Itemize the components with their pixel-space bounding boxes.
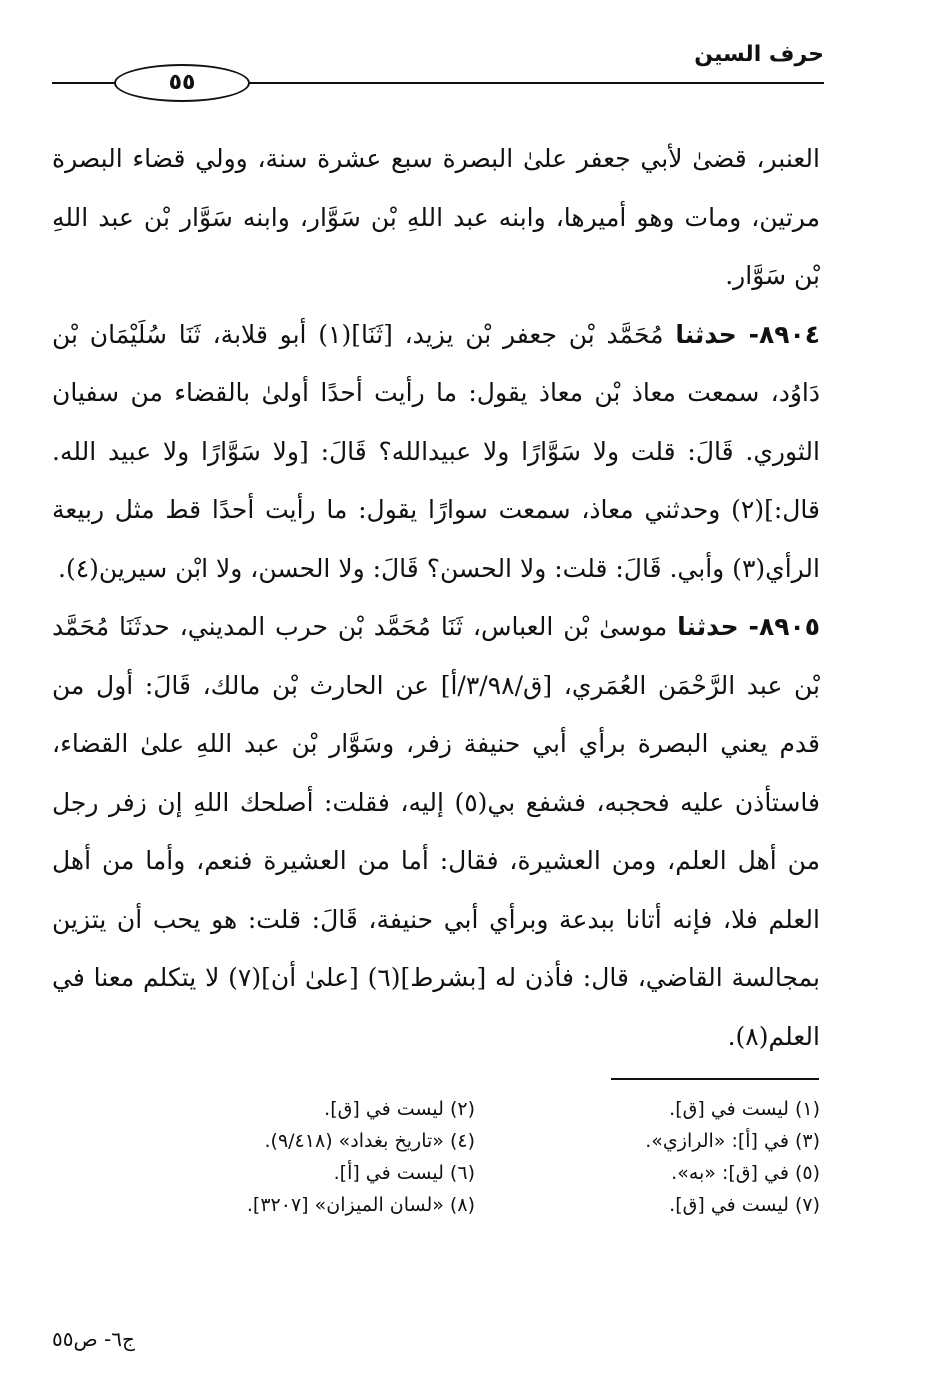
footnote-6: (٦) ليست في [أ].	[333, 1162, 475, 1184]
entry-8905	[52, 598, 820, 1066]
entry-text: موسىٰ بْن العباس، ثَنَا مُحَمَّد بْن حرب المديني، حدثَنَا مُحَمَّد بْن عبد الرَّحْمَن العُمَري، [ق/٣/٩٨/أ] عن الحارث بْن مالك، قَالَ: أول من قدم يعني البصرة برأي أبي حنيفة زفر، وسَوَّار بْن عبد اللهِ علىٰ القضاء، فاستأذن عليه فحجبه، فشفع بي(٥) إليه، فقلت: أصلحك اللهِ إن زفر رجل من أهل العلم، ومن العشيرة، فقال: أما من العشيرة فنعم، وأما من أهل العلم فلا، فإنه أتانا ببدعة وبرأي أبي حنيفة، قَالَ: قلت: هو يحب أن يتزين بمجالسة القاضي، قال: فأذن له [بشرط](٦) [علىٰ أن](٧) لا يتكلم معنا في العلم(٨).	[52, 612, 821, 1051]
running-title: حرف السين	[694, 42, 824, 67]
main-text	[52, 130, 820, 1066]
footnote-3: (٣) في [أ]: «الرازي».	[645, 1130, 820, 1152]
footnote-1: (١) ليست في [ق].	[669, 1098, 820, 1120]
footnote-2: (٢) ليست في [ق].	[324, 1098, 475, 1120]
page-header	[52, 38, 824, 98]
footnotes	[170, 1095, 820, 1219]
entry-number: ٨٩٠٥-	[748, 612, 820, 641]
footnote-separator	[611, 1078, 819, 1080]
footnote-4: (٤) «تاريخ بغداد» (٩/٤١٨).	[264, 1130, 475, 1152]
entry-number: ٨٩٠٤-	[748, 319, 820, 349]
entry-8904	[52, 306, 820, 599]
footnote-5: (٥) في [ق]: «به».	[671, 1162, 820, 1184]
footnote-7: (٧) ليست في [ق].	[669, 1194, 820, 1216]
entry-lead-word: حدثنا	[677, 612, 739, 641]
entry-text: مُحَمَّد بْن جعفر بْن يزيد، [ثَنَا](١) أبو قلابة، ثَنَا سُلَيْمَان بْن دَاوُد، سمعت معاذ بْن معاذ يقول: ما رأيت أحدًا أولىٰ بالقضاء من سفيان الثوري. قَالَ: قلت ولا سَوَّارًا ولا عبيدالله؟ قَالَ: [ولا سَوَّارًا ولا عبيد الله. قال:](٢) وحدثني معاذ، سمعت سوارًا يقول: ما رأيت أحدًا قط مثل ربيعة الرأي(٣) وأبي. قَالَ: قلت: ولا الحسن؟ قَالَ: ولا الحسن، ولا ابْن سيرين(٤).	[52, 319, 820, 583]
footnote-8: (٨) «لسان الميزان» [٣٢٠٧].	[246, 1194, 475, 1216]
entry-lead-word: حدثنا	[675, 319, 737, 349]
page-number: ٥٥	[114, 64, 250, 102]
volume-page-marker: ج٦- ص٥٥	[52, 1327, 135, 1351]
paragraph-intro: العنبر، قضىٰ لأبي جعفر علىٰ البصرة سبع عشرة سنة، وولي قضاء البصرة مرتين، ومات وهو أميرها، وابنه عبد اللهِ بْن سَوَّار، وابنه سَوَّار بْن عبد اللهِ بْن سَوَّار.	[52, 144, 820, 290]
